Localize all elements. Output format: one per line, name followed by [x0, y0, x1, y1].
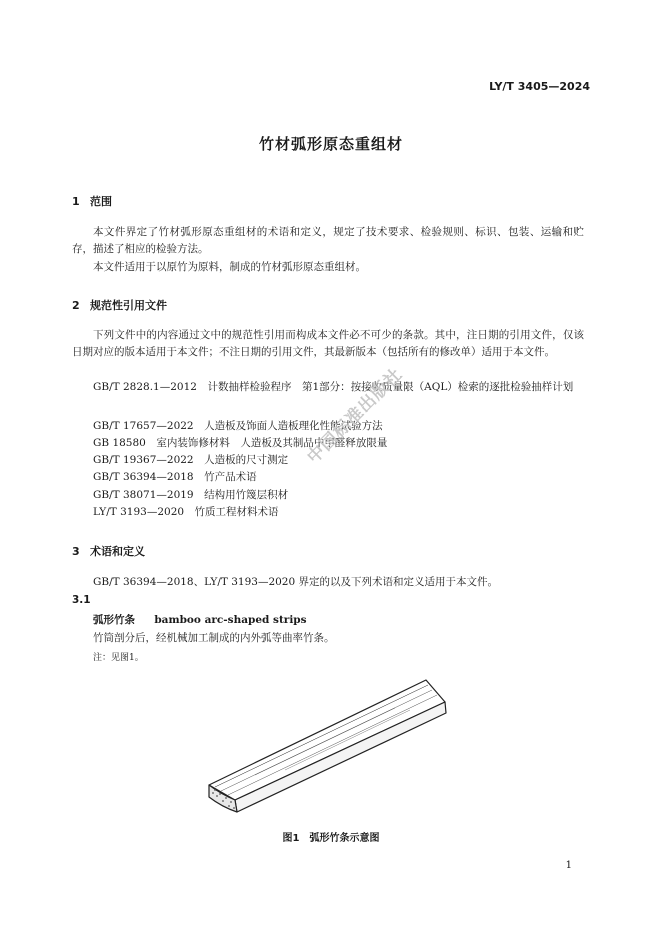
- reference-item: LY/T 3193—2020 竹质工程材料术语: [93, 506, 279, 518]
- scope-paragraph-1: 本文件界定了竹材弧形原态重组材的术语和定义，规定了技术要求、检验规则、标识、包装、运输和贮存，描述了相应的检验方法。: [72, 226, 584, 255]
- standard-code: LY/T 3405—2024: [489, 80, 590, 93]
- publisher-watermark: 中国标准出版社: [303, 364, 407, 468]
- page-number: 1: [565, 860, 572, 871]
- section-title: 术语和定义: [90, 545, 145, 558]
- term-definition: 竹筒剖分后，经机械加工制成的内外弧等曲率竹条。: [93, 632, 335, 644]
- section-title: 范围: [90, 195, 112, 208]
- figure-caption: 图1 弧形竹条示意图: [282, 833, 380, 844]
- section-number: 1: [72, 195, 80, 208]
- section-number: 3: [72, 545, 80, 558]
- section-heading-1: [72, 193, 112, 209]
- reference-item: GB 18580 室内装饰修材料 人造板及其制品中甲醛释放限量: [93, 437, 388, 449]
- bamboo-strip-figure: [195, 660, 457, 820]
- references-intro: 下列文件中的内容通过文中的规范性引用而构成本文件必不可少的条款。其中，注日期的引用文件，仅该日期对应的版本适用于本文件；不注日期的引用文件，其最新版本（包括所有的修改单）适用于本文件。: [72, 329, 584, 358]
- reference-item: GB/T 36394—2018 竹产品术语: [93, 471, 257, 483]
- reference-item: GB/T 38071—2019 结构用竹篾层积材: [93, 489, 289, 501]
- term-chinese: 弧形竹条: [93, 614, 135, 626]
- terms-intro: GB/T 36394—2018、LY/T 3193—2020 界定的以及下列术语和定义适用于本文件。: [93, 576, 498, 588]
- term-english: bamboo arc-shaped strips: [154, 614, 307, 626]
- term-note: 注：见图1。: [93, 653, 144, 663]
- reference-item: GB/T 19367—2022 人造板的尺寸测定: [93, 454, 289, 466]
- term-entry: [93, 612, 307, 627]
- section-heading-3: [72, 543, 145, 559]
- section-title: 规范性引用文件: [90, 299, 167, 312]
- reference-item: GB/T 17657—2022 人造板及饰面人造板理化性能试验方法: [93, 420, 383, 432]
- section-heading-2: [72, 297, 167, 313]
- reference-item: GB/T 2828.1—2012 计数抽样检验程序 第1部分：按接收质量限（AQL）检索的逐批检验抽样计划: [93, 381, 574, 393]
- document-title: 竹材弧形原态重组材: [258, 135, 403, 153]
- section-number: 2: [72, 299, 80, 312]
- scope-paragraph-2: 本文件适用于以原竹为原料，制成的竹材弧形原态重组材。: [93, 261, 366, 273]
- term-number: 3.1: [72, 594, 91, 606]
